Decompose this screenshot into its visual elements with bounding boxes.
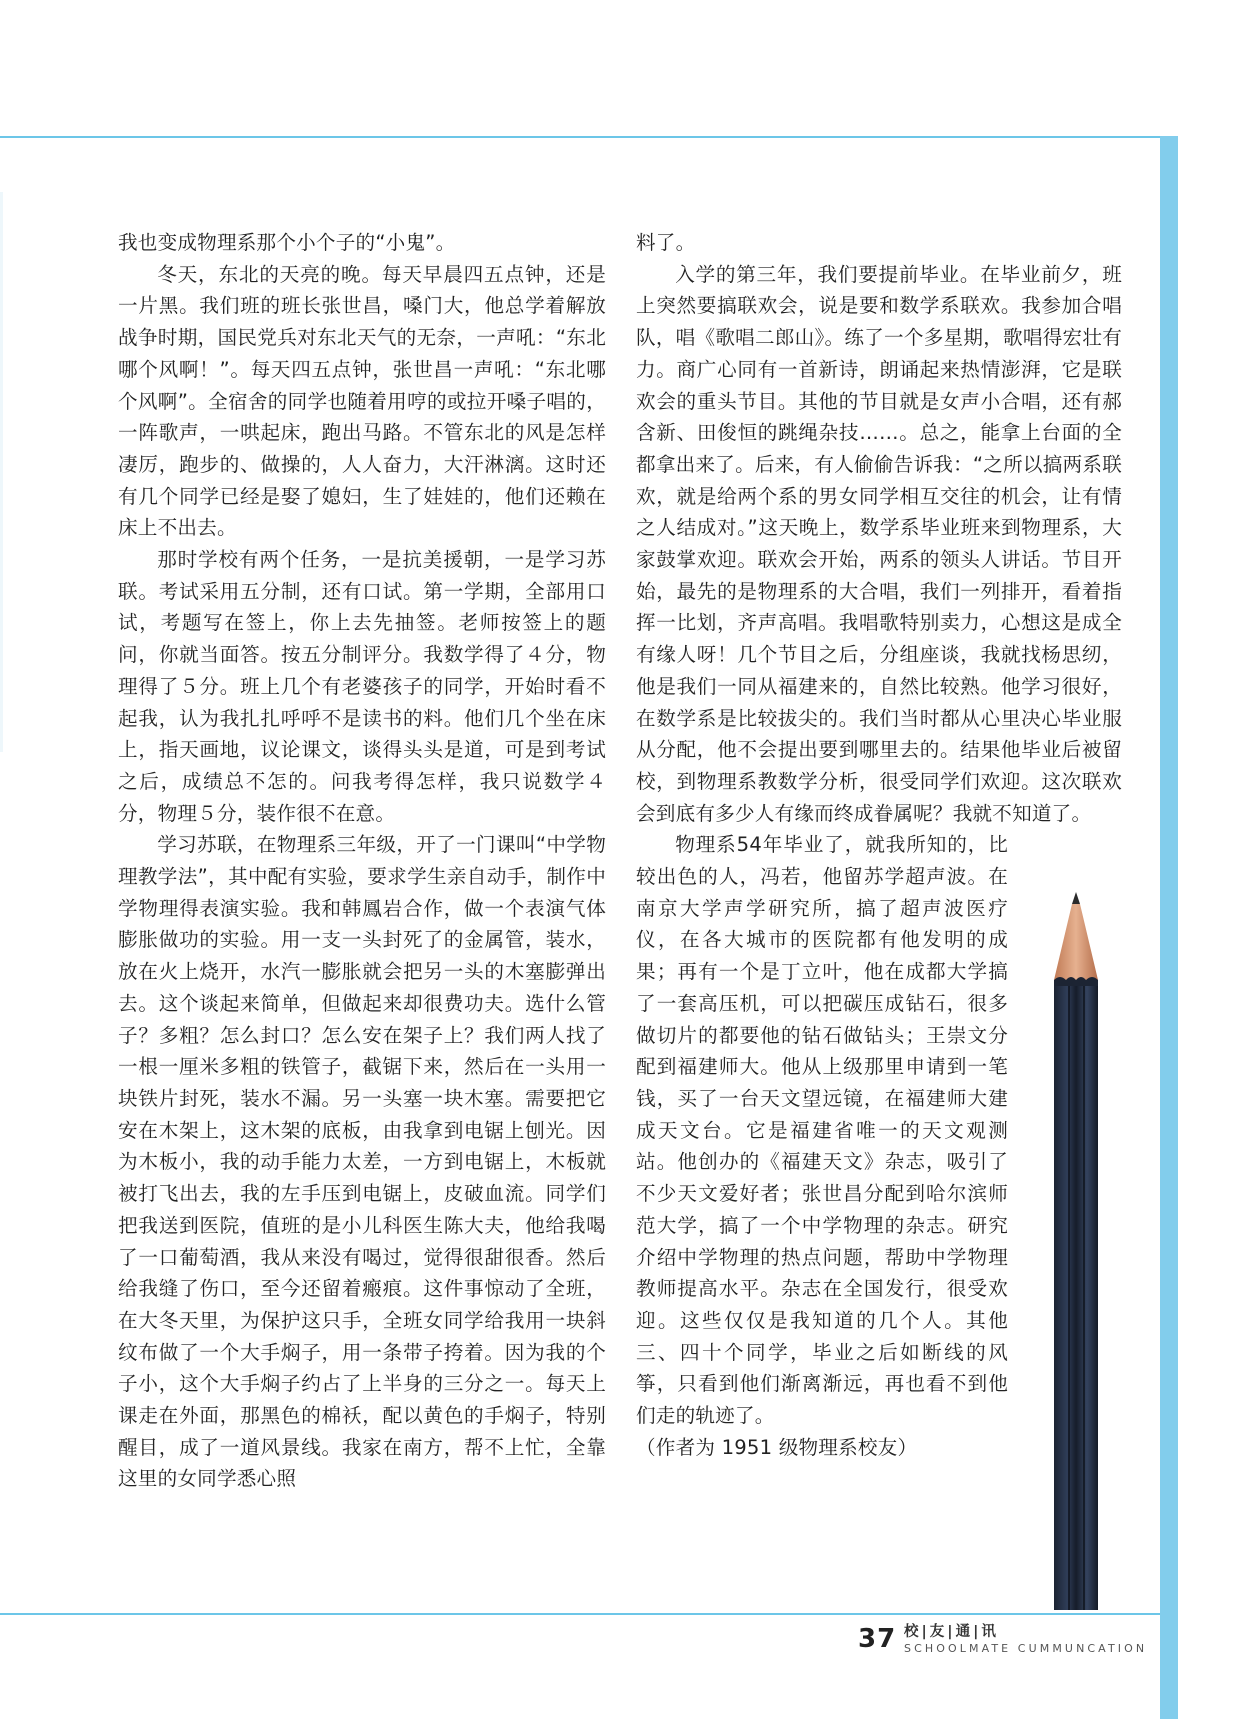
bottom-divider-line — [0, 1613, 1160, 1615]
paragraph-exams: 那时学校有两个任务，一是抗美援朝，一是学习苏联。考试采用五分制，还有口试。第一学期，全部用口试，考题写在签上，你上去先抽签。老师按签上的题问，你就当面答。按五分制评分。我数学得了４分，物理得了５分。班上几个有老婆孩子的同学，开始时看不起我，认为我扎扎呼呼不是读书的料。他们几个坐在床上，指天画地，议论课文，谈得头头是道，可是到考试之后，成绩总不怎的。问我考得怎样，我只说数学４分，物理５分，装作很不在意。 — [118, 548, 606, 825]
magazine-subtitle: SCHOOLMATE CUMMUNCATION — [904, 1642, 1148, 1655]
paragraph-continuation: 我也变成物理系那个小个子的“小鬼”。 — [118, 231, 456, 254]
page-number: 37 — [858, 1624, 897, 1654]
left-margin-strip — [0, 192, 3, 752]
paragraph-classmates-after: 物理系54年毕业了，就我所知的，比较出色的人，冯若，他留苏学超声波。在南京大学声学研究所，搞了超声波医疗仪，在各大城市的医院都有他发明的成果；再有一个是丁立叶，他在成都大学搞了一套高压机，可以把碳压成钻石，很多做切片的都要他的钻石做钻头；王崇文分配到福建师大。他从上级那里申请到一笔钱，买了一台天文望远镜，在福建师大建成天文台。它是福建省唯一的天文观测站。他创办的《福建天文》杂志，吸引了不少天文爱好者；张世昌分配到哈尔滨师范大学，搞了一个中学物理的杂志。研究介绍中学物理的热点问题，帮助中学物理教师提高水平。杂志在全国发行，很受欢迎。这些仅仅是我知道的几个人。其他三、四十个同学，毕业之后如断线的风筝，只看到他们渐离渐远，再也看不到他们走的轨迹了。 — [636, 833, 1008, 1428]
top-divider-line — [0, 136, 1160, 138]
paragraph-continuation-right: 料了。 — [636, 231, 696, 254]
article-left-column — [118, 227, 606, 1495]
right-accent-band — [1160, 136, 1178, 1719]
page-footer — [858, 1618, 1158, 1662]
magazine-title: 校|友|通|讯 — [904, 1624, 999, 1640]
pencil-image — [1040, 890, 1112, 1610]
paragraph-graduation-party: 入学的第三年，我们要提前毕业。在毕业前夕，班上突然要搞联欢会，说是要和数学系联欢。我参加合唱队，唱《歌唱二郎山》。练了一个多星期，歌唱得宏壮有力。商广心同有一首新诗，朗诵起来热情澎湃，它是联欢会的重头节目。其他的节目就是女声小合唱，还有郝含新、田俊恒的跳绳杂技……。总之，能拿上台面的全都拿出来了。后来，有人偷偷告诉我：“之所以搞两系联欢，就是给两个系的男女同学相互交往的机会，让有情之人结成对。”这天晚上，数学系毕业班来到物理系，大家鼓掌欢迎。联欢会开始，两系的领头人讲话。节目开始，最先的是物理系的大合唱，我们一列排开，看着指挥一比划，齐声高唱。我唱歌特别卖力，心想这是成全有缘人呀！几个节目之后，分组座谈，我就找杨思纫，他是我们一同从福建来的，自然比较熟。他学习很好，在数学系是比较拔尖的。我们当时都从心里决心毕业服从分配，他不会提出要到哪里去的。结果他毕业后被留校，到物理系教数学分析，很受同学们欢迎。这次联欢会到底有多少人有缘而终成眷属呢？我就不知道了。 — [636, 262, 1122, 825]
paragraph-winter-mornings: 冬天，东北的天亮的晚。每天早晨四五点钟，还是一片黑。我们班的班长张世昌，嗓门大，他总学着解放战争时期，国民党兵对东北天气的无奈，一声吼：“东北哪个风啊！”。每天四五点钟，张世昌一声吼：“东北哪个风啊”。全宿舍的同学也随着用哼的或拉开嗓子唱的，一阵歌声，一哄起床，跑出马路。不管东北的风是怎样凄厉，跑步的、做操的，人人奋力，大汗淋漓。这时还有几个同学已经是娶了媳妇，生了娃娃的，他们还赖在床上不出去。 — [118, 262, 606, 540]
author-signature: （作者为 1951 级物理系校友） — [636, 1435, 918, 1459]
paragraph-experiment-injury: 学习苏联，在物理系三年级，开了一门课叫“中学物理教学法”，其中配有实验，要求学生亲自动手，制作中学物理得表演实验。我和韩鳳岩合作，做一个表演气体膨胀做功的实验。用一支一头封死了的金属管，装水，放在火上烧开，水汽一膨胀就会把另一头的木塞膨弹出去。这个谈起来简单，但做起来却很费功夫。选什么管子？多粗？怎么封口？怎么安在架子上？我们两人找了一根一厘米多粗的铁管子，截锯下来，然后在一头用一块铁片封死，装水不漏。另一头塞一块木塞。需要把它安在木架上，这木架的底板，由我拿到电锯上刨光。因为木板小，我的动手能力太差，一方到电锯上，木板就被打飞出去，我的左手压到电锯上，皮破血流。同学们把我送到医院，值班的是小儿科医生陈大夫，他给我喝了一口葡萄酒，我从来没有喝过，觉得很甜很香。然后给我缝了伤口，至今还留着瘢痕。这件事惊动了全班，在大冬天里，为保护这只手，全班女同学给我用一块斜纹布做了一个大手焖子，用一条带子挎着。因为我的个子小，这个大手焖子约占了上半身的三分之一。每天上课走在外面，那黑色的棉袄，配以黄色的手焖子，特别醒目，成了一道风景线。我家在南方，帮不上忙，全靠这里的女同学悉心照 — [118, 833, 606, 1491]
